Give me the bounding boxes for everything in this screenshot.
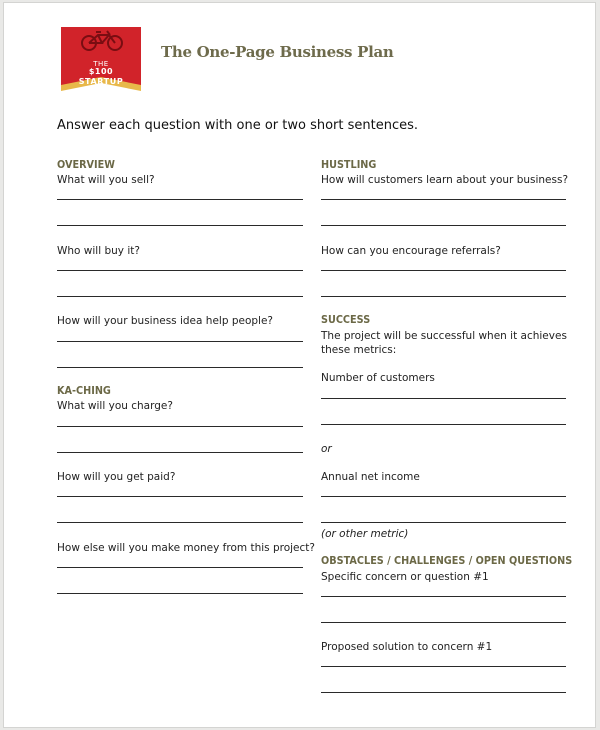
success-heading: SUCCESS	[321, 313, 371, 326]
success-intro-line-1: The project will be successful when it achieves	[321, 330, 567, 342]
answer-line[interactable]	[57, 199, 303, 200]
obstacles-heading: OBSTACLES / CHALLENGES / OPEN QUESTIONS	[321, 554, 573, 567]
question-who-buy: Who will buy it?	[57, 245, 140, 257]
other-metric-label: (or other metric)	[321, 528, 409, 540]
question-help-people: How will your business idea help people?	[57, 315, 273, 327]
answer-line[interactable]	[57, 496, 303, 497]
or-separator: or	[321, 443, 332, 455]
answer-line[interactable]	[57, 426, 303, 427]
answer-line[interactable]	[57, 452, 303, 453]
answer-line[interactable]	[57, 567, 303, 568]
answer-line[interactable]	[57, 270, 303, 271]
answer-line[interactable]	[321, 424, 566, 425]
question-referrals: How can you encourage referrals?	[321, 245, 501, 257]
hustling-heading: HUSTLING	[321, 158, 377, 171]
question-proposed-solution: Proposed solution to concern #1	[321, 641, 493, 653]
answer-line[interactable]	[321, 398, 566, 399]
question-customers-learn: How will customers learn about your business?	[321, 174, 569, 186]
success-intro-line-2: these metrics:	[321, 344, 397, 356]
question-what-sell: What will you sell?	[57, 174, 155, 186]
answer-line[interactable]	[321, 225, 566, 226]
overview-heading: OVERVIEW	[57, 158, 115, 171]
logo-line-3: STARTUP	[78, 77, 124, 86]
startup-logo	[61, 27, 141, 91]
logo-line-1: THE	[93, 60, 109, 68]
answer-line[interactable]	[321, 296, 566, 297]
answer-line[interactable]	[57, 296, 303, 297]
answer-line[interactable]	[321, 522, 566, 523]
answer-line[interactable]	[57, 341, 303, 342]
answer-line[interactable]	[57, 522, 303, 523]
document-page	[3, 2, 596, 728]
answer-line[interactable]	[57, 593, 303, 594]
logo-line-2: $100	[88, 67, 114, 76]
answer-line[interactable]	[321, 596, 566, 597]
page-title: The One-Page Business Plan	[161, 43, 394, 61]
answer-line[interactable]	[321, 199, 566, 200]
question-specific-concern: Specific concern or question #1	[321, 571, 489, 583]
question-charge: What will you charge?	[57, 400, 173, 412]
answer-line[interactable]	[57, 367, 303, 368]
question-make-money: How else will you make money from this project?	[57, 542, 315, 554]
answer-line[interactable]	[321, 666, 566, 667]
answer-line[interactable]	[321, 270, 566, 271]
question-get-paid: How will you get paid?	[57, 471, 176, 483]
metric-annual-net-income: Annual net income	[321, 471, 420, 483]
metric-number-customers: Number of customers	[321, 372, 435, 384]
instructions: Answer each question with one or two short sentences.	[57, 118, 419, 133]
answer-line[interactable]	[321, 692, 566, 693]
kaching-heading: KA-CHING	[57, 384, 111, 397]
answer-line[interactable]	[321, 622, 566, 623]
answer-line[interactable]	[321, 496, 566, 497]
answer-line[interactable]	[57, 225, 303, 226]
